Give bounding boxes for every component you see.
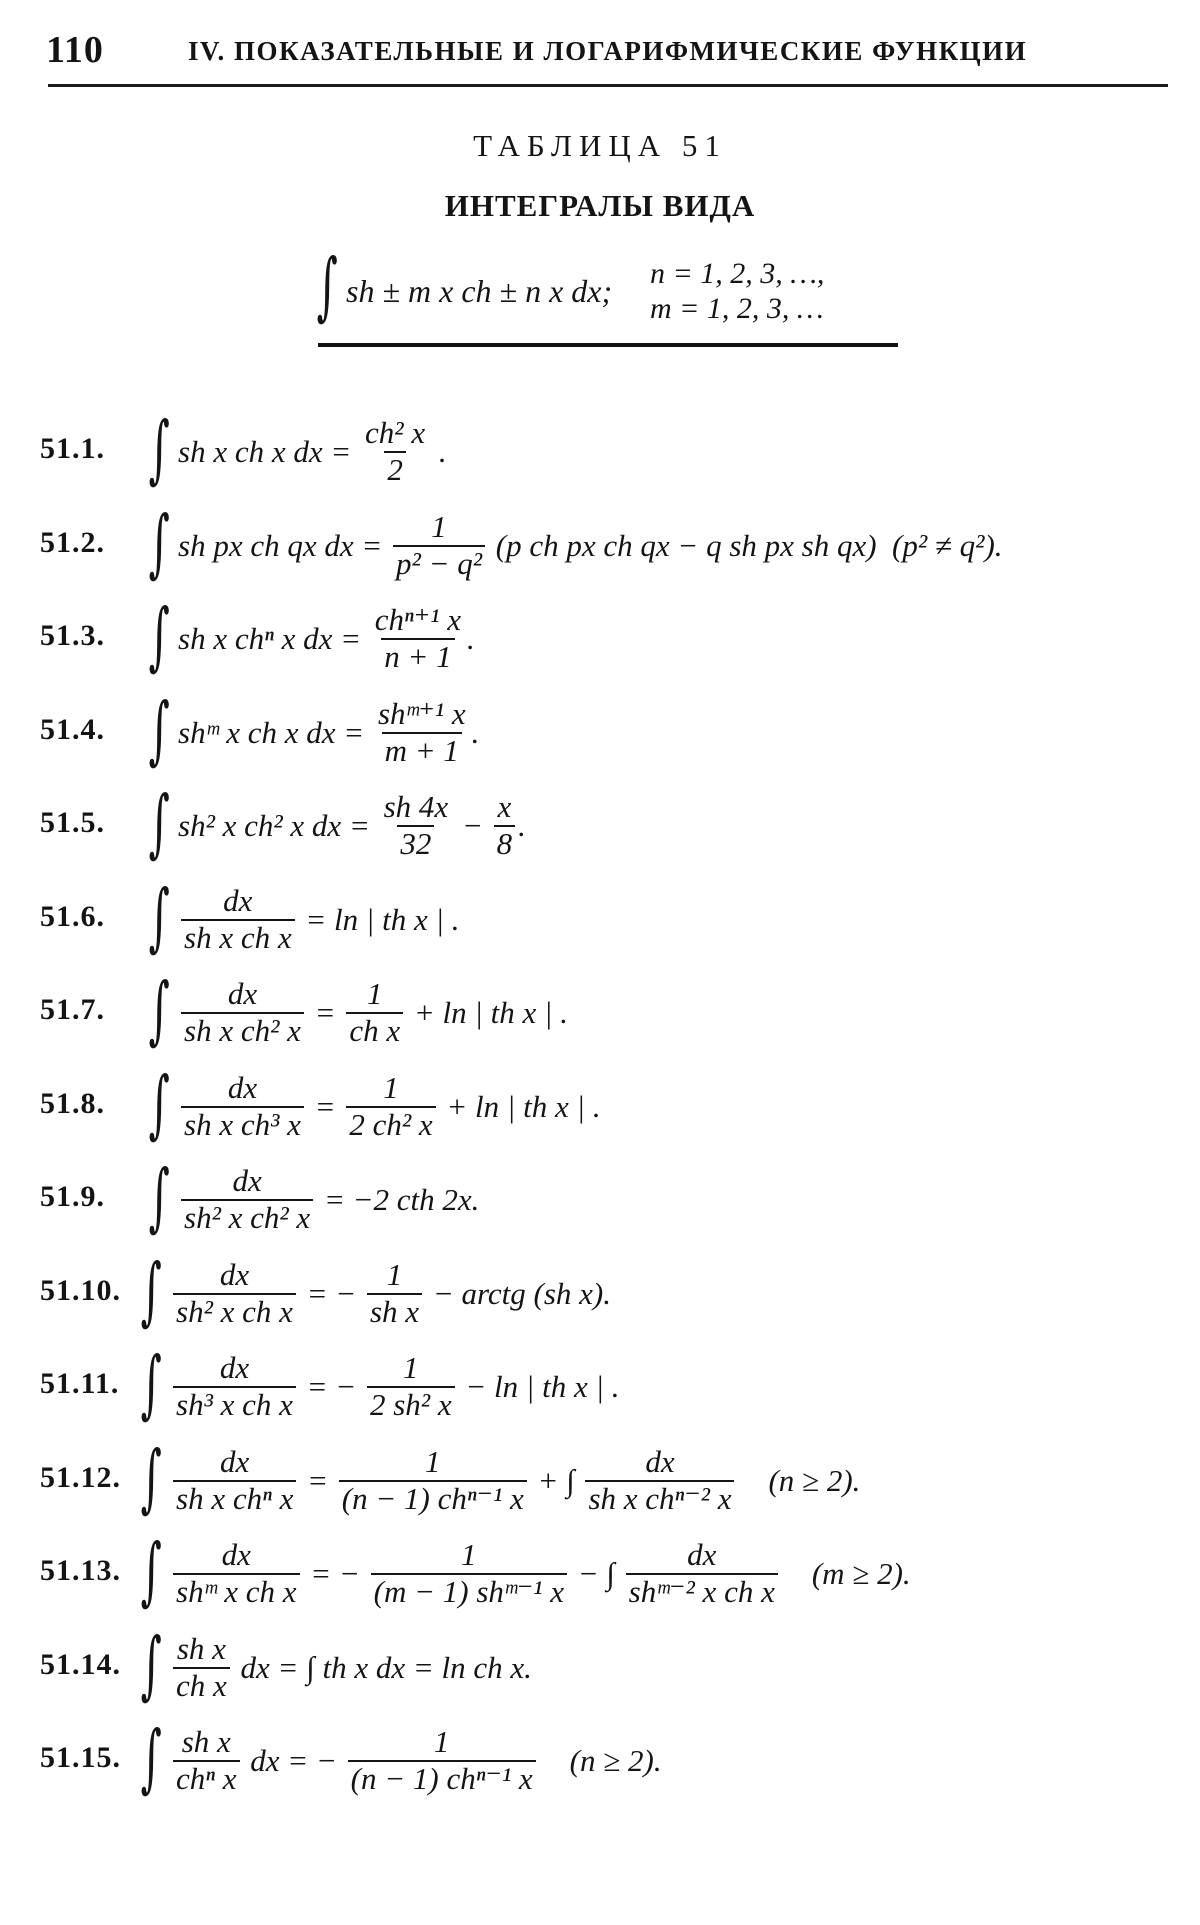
fraction-numerator: 1 [366,976,383,1012]
formula-expression [178,510,1003,582]
formula-text: (n ≥ 2). [737,1462,861,1498]
formula-text: + ln | th x | . [406,995,569,1030]
formula-text: − ∫ [569,1556,623,1591]
fraction-denominator: ch x [173,1667,230,1704]
chapter-title: IV. ПОКАЗАТЕЛЬНЫЕ И ЛОГАРИФМИЧЕСКИЕ ФУНКЦИИ [188,36,1028,66]
fraction-numerator: 1 [386,1256,403,1292]
fraction-denominator: 2 ch² x [346,1106,435,1143]
formula-text: . [471,714,480,750]
fraction-numerator: shᵐ⁺¹ x [377,695,466,731]
formula-number: 51.9. [40,1180,105,1213]
fraction-numerator: dx [645,1443,675,1479]
fraction-denominator: chⁿ x [173,1760,240,1797]
formula-text: (n ≥ 2). [538,1743,662,1778]
fraction-denominator: sh x [367,1293,422,1330]
formula-text: sh² x ch² x dx = [178,808,378,843]
fraction [173,1538,300,1609]
formula-text: = − [302,1556,368,1591]
fraction-denominator: 8 [494,825,516,862]
formula-text: . [518,808,526,843]
formula-row [40,1621,1190,1708]
integral-sign: ∫ [140,1434,162,1521]
formula-number: 51.12. [40,1460,121,1494]
formula-text: . [431,434,447,469]
integral-sign: ∫ [148,1060,170,1147]
formula-expression [170,1538,911,1610]
fraction-numerator: 1 [383,1069,399,1105]
fraction-denominator: n + 1 [381,638,454,675]
fraction [362,416,428,487]
formula-row [40,686,1190,773]
formula-expression [170,1445,860,1517]
fraction-denominator: (m − 1) shᵐ⁻¹ x [371,1573,567,1610]
integral-sign: ∫ [148,406,170,492]
formula-expression [178,1071,601,1143]
formula-expression [178,416,447,488]
formula-expression [170,1258,611,1330]
formula-number: 51.11. [40,1367,120,1400]
fraction-numerator: ch² x [365,415,426,451]
fraction-numerator: dx [220,1443,250,1479]
fraction [585,1445,734,1516]
formula-expression [170,1632,532,1704]
fraction [372,603,464,674]
integral-sign: ∫ [148,967,170,1053]
fraction [626,1538,778,1609]
fraction-denominator: 2 [384,451,406,488]
integral-sign: ∫ [140,1528,162,1614]
formula-number: 51.14. [40,1647,121,1681]
formula-text: sh px ch qx dx = [178,527,391,563]
formula-text: shᵐ x ch x dx = [178,714,372,750]
fraction [173,1351,296,1422]
fraction-denominator: (n − 1) chⁿ⁻¹ x [348,1760,536,1797]
fraction-denominator: shᵐ x ch x [173,1573,300,1610]
formula-row [40,499,1190,586]
fraction-numerator: sh x [176,1630,226,1666]
integral-sign: ∫ [140,1715,162,1801]
formula-text: . [467,621,475,656]
fraction-numerator: 1 [461,1537,477,1573]
fraction-numerator: chⁿ⁺¹ x [374,602,461,638]
fraction [181,884,295,955]
fraction-denominator: sh² x ch x [173,1293,296,1330]
formula-number: 51.6. [40,899,105,933]
formula-number: 51.5. [40,806,105,839]
integral-sign: ∫ [140,1621,162,1708]
formula-number: 51.13. [40,1554,121,1587]
fraction-numerator: 1 [403,1350,419,1386]
formula-expression [178,1164,479,1236]
fraction-denominator: sh² x ch² x [181,1199,313,1236]
fraction-denominator: (n − 1) chⁿ⁻¹ x [339,1480,527,1517]
fraction [381,790,452,861]
formula-text: = −2 cth 2x. [316,1182,480,1217]
formula-row [40,967,1190,1053]
formula-row [40,1341,1190,1427]
formula-expression [170,1351,620,1423]
formula-text: dx = ∫ th x dx = ln ch x. [232,1649,532,1685]
formula-expression [178,884,460,956]
formula-row [40,1060,1190,1147]
formula-text: sh x chⁿ x dx = [178,621,369,656]
table-label: ТАБЛИЦА 51 [473,128,727,163]
fraction-denominator: sh x chⁿ⁻² x [585,1480,734,1517]
fraction [181,1164,313,1235]
formula-text: = − [298,1275,364,1311]
fraction-denominator: sh x ch³ x [181,1106,304,1143]
fraction [367,1258,422,1329]
formula-text: + ∫ [529,1462,583,1498]
integral-sign: ∫ [148,686,170,773]
formula-text: = [306,1088,344,1124]
formula-text: (m ≥ 2). [780,1556,911,1591]
formula-expression [178,977,568,1049]
fraction [181,1071,304,1142]
fraction-numerator: dx [227,976,258,1012]
fraction [494,790,516,861]
integral-sign: ∫ [148,1154,170,1240]
fraction-numerator: dx [219,1256,250,1292]
formula-number: 51.7. [40,993,105,1026]
formula-number: 51.3. [40,619,105,652]
fraction [375,697,469,768]
fraction [371,1538,567,1609]
formula-row [40,593,1190,679]
fraction-numerator: dx [221,1537,251,1573]
fraction-numerator: dx [227,1069,258,1105]
fraction-denominator: 32 [397,825,434,862]
fraction [173,1445,296,1516]
formula-text: (p ch px ch qx − q sh px sh qx) (p² ≠ q²). [488,527,1003,563]
formula-row [40,1715,1190,1801]
integral-sign: ∫ [140,1247,162,1334]
formula-number: 51.1. [40,432,105,465]
formula-row [40,406,1190,492]
fraction-numerator: 1 [431,508,447,544]
formula-expression [170,1725,662,1797]
formula-text: − arctg (sh x). [425,1275,611,1311]
fraction-denominator: sh³ x ch x [173,1386,296,1423]
formula-row [40,1434,1190,1521]
formula-number: 51.15. [40,1741,121,1774]
formula-text: = ln | th x | . [297,901,460,937]
fraction-denominator: sh x chⁿ x [173,1480,296,1517]
integral-sign: ∫ [316,243,338,329]
formula-number: 51.8. [40,1086,105,1120]
formula-number: 51.4. [40,712,105,746]
fraction-numerator: 1 [425,1443,441,1479]
formula-number: 51.10. [40,1273,121,1307]
fraction-numerator: dx [219,1350,250,1386]
fraction-numerator: dx [223,882,253,918]
fraction [367,1351,455,1422]
formula-text: − [454,808,491,843]
fraction-numerator: dx [687,1537,717,1573]
formula-text: = − [298,1369,364,1404]
formula-expression [178,790,526,862]
fraction-denominator: 2 sh² x [367,1386,455,1423]
integral-sign: ∫ [140,1341,162,1427]
fraction-denominator: sh x ch x [181,919,295,956]
table-subtitle: ИНТЕГРАЛЫ ВИДА [444,188,756,223]
formula-row [40,1154,1190,1240]
integral-sign: ∫ [148,499,170,586]
fraction [346,977,403,1048]
fraction-denominator: m + 1 [382,732,462,769]
formula-number: 51.2. [40,525,105,559]
parameter-ranges: n = 1, 2, 3, …, m = 1, 2, 3, … [650,257,825,325]
fraction-denominator: p² − q² [393,545,485,582]
fraction [173,1632,230,1703]
integral-sign: ∫ [148,873,170,960]
formula-text: = [299,1462,336,1498]
formula-text: dx = − [242,1743,345,1778]
page-number: 110 [46,29,104,71]
formula-row [40,873,1190,960]
fraction [181,977,304,1048]
formula-row [40,1528,1190,1614]
fraction [339,1445,527,1516]
fraction [348,1725,536,1796]
formula-text: − ln | th x | . [457,1369,620,1404]
formula-text: = [306,995,344,1030]
fraction-numerator: x [497,789,512,825]
general-integrand: sh ± m x ch ± n x dx; [346,273,613,309]
integral-sign: ∫ [148,780,170,866]
fraction-denominator: sh x ch² x [181,1012,304,1049]
fraction-denominator: shᵐ⁻² x ch x [626,1573,778,1610]
fraction [173,1258,296,1329]
formula-row [40,780,1190,866]
fraction [393,510,485,581]
formula-expression [178,697,479,769]
integral-sign: ∫ [148,593,170,679]
formula-text: sh x ch x dx = [178,434,360,469]
fraction-numerator: dx [232,1163,262,1199]
fraction-denominator: ch x [346,1012,403,1049]
fraction-numerator: sh 4x [383,789,449,825]
formula-expression [178,603,475,675]
fraction-numerator: sh x [181,1724,231,1760]
fraction [173,1725,240,1796]
fraction-numerator: 1 [433,1724,450,1760]
fraction [346,1071,435,1142]
formula-row [40,1247,1190,1334]
formula-text: + ln | th x | . [438,1088,601,1124]
